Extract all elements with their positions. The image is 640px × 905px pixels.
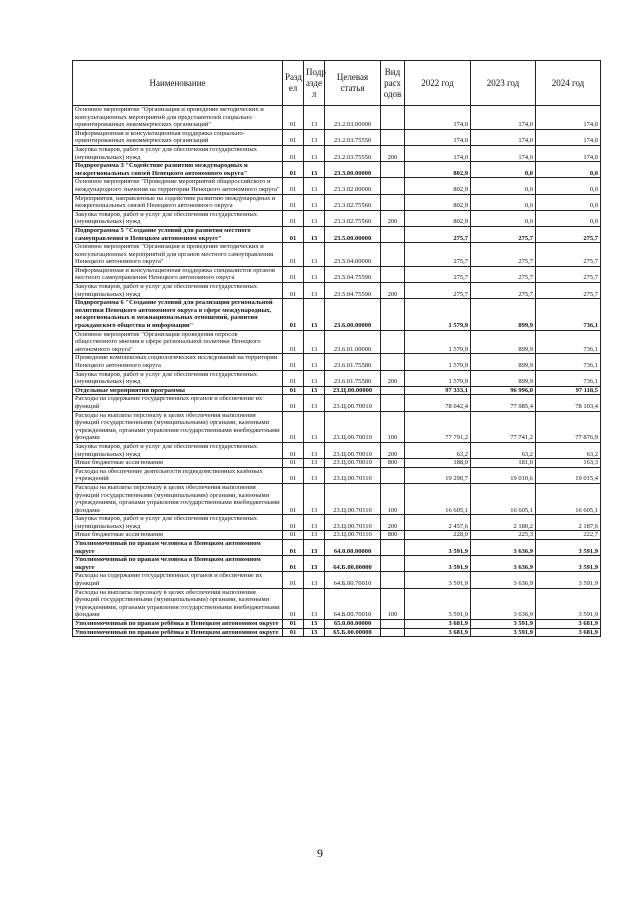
row-subsection-cell: 13 <box>304 628 325 637</box>
table-row <box>73 210 601 226</box>
page-number: 9 <box>317 846 323 860</box>
row-name-cell: Закупка товаров, работ и услуг для обеспечения государственных (муниципальных) нужд <box>73 515 283 531</box>
row-subsection-cell: 13 <box>304 226 325 242</box>
row-2024-cell: 736,1 <box>536 370 601 386</box>
row-2022-cell: 802,9 <box>405 210 471 226</box>
row-target-article-cell: 23.Ц.00.00000 <box>325 386 381 395</box>
row-name-cell: Информационная и консультационная поддержка специалистов органов местного самоуправления Ненецкого автономного округа <box>73 266 283 282</box>
row-target-article-cell: 23.6.01.75580 <box>325 354 381 370</box>
row-2024-cell: 174,0 <box>536 145 601 161</box>
row-section-cell: 01 <box>283 467 304 483</box>
row-target-article-cell: 23.3.02.75560 <box>325 194 381 210</box>
row-2022-cell: 78 042,4 <box>405 395 471 411</box>
row-2023-cell: 77 985,4 <box>471 395 536 411</box>
table-row <box>73 129 601 145</box>
table-row <box>73 411 601 442</box>
row-section-cell: 01 <box>283 299 304 330</box>
row-section-cell: 01 <box>283 531 304 540</box>
row-name-cell: Расходы на обеспечение деятельности подведомственных казённых учреждений <box>73 467 283 483</box>
row-section-cell: 01 <box>283 459 304 468</box>
row-name-cell: Информационная и консультационная поддержка социально-ориентированных некоммерческих организаций <box>73 129 283 145</box>
row-2023-cell: 275,7 <box>471 243 536 267</box>
row-target-article-cell: 23.2.03.75550 <box>325 129 381 145</box>
row-section-cell: 01 <box>283 411 304 442</box>
row-expense-type-cell: 100 <box>381 588 405 619</box>
row-section-cell: 01 <box>283 178 304 194</box>
row-2023-cell: 181,0 <box>471 459 536 468</box>
row-name-cell: Подпрограмма 3 "Содействие развитию международных и межрегиональных связей Ненецкого автономного округа" <box>73 162 283 178</box>
row-2023-cell: 3 636,9 <box>471 572 536 588</box>
row-2023-cell: 96 996,0 <box>471 386 536 395</box>
row-expense-type-cell: 200 <box>381 370 405 386</box>
row-subsection-cell: 13 <box>304 467 325 483</box>
row-section-cell: 01 <box>283 395 304 411</box>
row-name-cell: Уполномоченный по правам ребёнка в Ненецком автономном округе <box>73 620 283 629</box>
row-2022-cell: 3 681,9 <box>405 628 471 637</box>
row-2023-cell: 899,9 <box>471 330 536 354</box>
table-row <box>73 395 601 411</box>
table-row <box>73 370 601 386</box>
row-subsection-cell: 13 <box>304 266 325 282</box>
row-target-article-cell: 23.Ц.00.70110 <box>325 515 381 531</box>
row-name-cell: Подпрограмма 6 "Создание условий для реализации региональной политики Ненецкого автономного округа в сфере международных, межрегиональных и межнациональных отношений, развития гражданского общества и информации" <box>73 299 283 330</box>
row-section-cell: 01 <box>283 106 304 130</box>
row-name-cell: Закупка товаров, работ и услуг для обеспечения государственных (муниципальных) нужд <box>73 283 283 299</box>
row-2024-cell: 3 681,9 <box>536 620 601 629</box>
row-2023-cell: 0,0 <box>471 210 536 226</box>
row-2024-cell: 3 591,9 <box>536 572 601 588</box>
row-section-cell: 01 <box>283 588 304 619</box>
row-target-article-cell: 23.3.02.00000 <box>325 178 381 194</box>
table-row <box>73 162 601 178</box>
row-target-article-cell: 64.Б.00.00000 <box>325 556 381 572</box>
row-target-article-cell: 23.Ц.00.70010 <box>325 395 381 411</box>
row-2023-cell: 225,3 <box>471 531 536 540</box>
row-subsection-cell: 13 <box>304 194 325 210</box>
table-row <box>73 531 601 540</box>
row-expense-type-cell <box>381 386 405 395</box>
row-section-cell: 01 <box>283 243 304 267</box>
row-2022-cell: 3 591,9 <box>405 556 471 572</box>
row-name-cell: Основное мероприятие "Организация и проведение методических и консультационных мероприятий для органов местного самоуправления Ненецкого автономного округа" <box>73 243 283 267</box>
row-subsection-cell: 13 <box>304 129 325 145</box>
table-row <box>73 226 601 242</box>
row-2022-cell: 16 605,1 <box>405 483 471 514</box>
row-expense-type-cell: 200 <box>381 442 405 458</box>
header-2022: 2022 год <box>405 61 471 106</box>
row-name-cell: Отдельные мероприятия программы <box>73 386 283 395</box>
row-target-article-cell: 23.Ц.00.70010 <box>325 442 381 458</box>
row-target-article-cell: 23.5.00.00000 <box>325 226 381 242</box>
row-subsection-cell: 13 <box>304 531 325 540</box>
table-row <box>73 459 601 468</box>
row-expense-type-cell <box>381 620 405 629</box>
row-section-cell: 01 <box>283 266 304 282</box>
row-name-cell: Иные бюджетные ассигнования <box>73 459 283 468</box>
row-2024-cell: 78 103,4 <box>536 395 601 411</box>
row-section-cell: 01 <box>283 556 304 572</box>
row-2024-cell: 19 015,4 <box>536 467 601 483</box>
row-expense-type-cell <box>381 226 405 242</box>
row-expense-type-cell: 200 <box>381 210 405 226</box>
row-expense-type-cell: 800 <box>381 459 405 468</box>
row-2023-cell: 0,0 <box>471 194 536 210</box>
row-target-article-cell: 23.Ц.00.70110 <box>325 467 381 483</box>
table-row <box>73 178 601 194</box>
header-2024: 2024 год <box>536 61 601 106</box>
row-section-cell: 01 <box>283 620 304 629</box>
row-section-cell: 01 <box>283 194 304 210</box>
header-expense-type: Вид расх одов <box>381 61 405 106</box>
row-expense-type-cell <box>381 178 405 194</box>
row-2024-cell: 2 187,6 <box>536 515 601 531</box>
table-row <box>73 194 601 210</box>
row-subsection-cell: 13 <box>304 210 325 226</box>
row-2022-cell: 275,7 <box>405 266 471 282</box>
row-2023-cell: 275,7 <box>471 266 536 282</box>
row-subsection-cell: 13 <box>304 330 325 354</box>
row-section-cell: 01 <box>283 515 304 531</box>
row-target-article-cell: 23.5.04.75590 <box>325 283 381 299</box>
row-section-cell: 01 <box>283 572 304 588</box>
table-row <box>73 467 601 483</box>
row-2023-cell: 0,0 <box>471 162 536 178</box>
row-name-cell: Уполномоченный по правам ребёнка в Ненецком автономном округе <box>73 628 283 637</box>
row-section-cell: 01 <box>283 226 304 242</box>
row-2022-cell: 275,7 <box>405 243 471 267</box>
row-subsection-cell: 13 <box>304 386 325 395</box>
row-2022-cell: 19 290,7 <box>405 467 471 483</box>
row-2024-cell: 0,0 <box>536 178 601 194</box>
row-2023-cell: 19 010,6 <box>471 467 536 483</box>
row-subsection-cell: 13 <box>304 370 325 386</box>
row-section-cell: 01 <box>283 540 304 556</box>
row-2024-cell: 736,1 <box>536 299 601 330</box>
row-expense-type-cell: 200 <box>381 515 405 531</box>
row-2024-cell: 0,0 <box>536 194 601 210</box>
row-2022-cell: 3 591,9 <box>405 540 471 556</box>
row-2023-cell: 3 591,9 <box>471 628 536 637</box>
row-2024-cell: 16 605,1 <box>536 483 601 514</box>
budget-table-container <box>72 60 600 637</box>
row-2024-cell: 174,0 <box>536 129 601 145</box>
row-2024-cell: 174,0 <box>536 106 601 130</box>
table-row <box>73 299 601 330</box>
row-subsection-cell: 13 <box>304 556 325 572</box>
row-2022-cell: 174,0 <box>405 145 471 161</box>
row-expense-type-cell <box>381 162 405 178</box>
row-2024-cell: 97 118,5 <box>536 386 601 395</box>
row-2024-cell: 222,7 <box>536 531 601 540</box>
row-name-cell: Основное мероприятие "Организация и проведение методических и консультационных мероприятий для представителей социально ориентированных некоммерческих организаций" <box>73 106 283 130</box>
row-subsection-cell: 13 <box>304 588 325 619</box>
table-row <box>73 283 601 299</box>
row-section-cell: 01 <box>283 210 304 226</box>
row-2022-cell: 802,9 <box>405 194 471 210</box>
table-row <box>73 442 601 458</box>
row-2022-cell: 1 579,9 <box>405 330 471 354</box>
row-2024-cell: 63,2 <box>536 442 601 458</box>
table-row <box>73 483 601 514</box>
row-subsection-cell: 13 <box>304 483 325 514</box>
row-2023-cell: 899,9 <box>471 299 536 330</box>
row-name-cell: Закупка товаров, работ и услуг для обеспечения государственных (муниципальных) нужд <box>73 210 283 226</box>
row-subsection-cell: 13 <box>304 106 325 130</box>
row-subsection-cell: 13 <box>304 572 325 588</box>
row-2023-cell: 174,0 <box>471 145 536 161</box>
row-section-cell: 01 <box>283 628 304 637</box>
row-subsection-cell: 13 <box>304 411 325 442</box>
table-body <box>73 106 601 637</box>
row-expense-type-cell: 100 <box>381 411 405 442</box>
row-target-article-cell: 65.0.00.00000 <box>325 620 381 629</box>
row-target-article-cell: 23.Ц.00.70110 <box>325 483 381 514</box>
table-row <box>73 540 601 556</box>
row-2022-cell: 228,0 <box>405 531 471 540</box>
row-2022-cell: 188,0 <box>405 459 471 468</box>
row-name-cell: Иные бюджетные ассигнования <box>73 531 283 540</box>
row-2022-cell: 1 579,9 <box>405 370 471 386</box>
row-2024-cell: 736,1 <box>536 330 601 354</box>
header-2023: 2023 год <box>471 61 536 106</box>
row-2024-cell: 0,0 <box>536 210 601 226</box>
row-2022-cell: 2 457,6 <box>405 515 471 531</box>
row-2022-cell: 275,7 <box>405 226 471 242</box>
row-2023-cell: 899,9 <box>471 370 536 386</box>
row-name-cell: Уполномоченный по правам человека в Ненецком автономном округе <box>73 540 283 556</box>
row-subsection-cell: 13 <box>304 162 325 178</box>
row-2023-cell: 63,2 <box>471 442 536 458</box>
row-subsection-cell: 13 <box>304 395 325 411</box>
row-target-article-cell: 65.Б.00.00000 <box>325 628 381 637</box>
row-2024-cell: 3 681,9 <box>536 628 601 637</box>
table-row <box>73 572 601 588</box>
table-row <box>73 628 601 637</box>
row-expense-type-cell: 800 <box>381 531 405 540</box>
row-subsection-cell: 13 <box>304 354 325 370</box>
row-2024-cell: 77 876,9 <box>536 411 601 442</box>
row-2022-cell: 3 681,9 <box>405 620 471 629</box>
budget-table <box>72 60 601 637</box>
row-2022-cell: 802,9 <box>405 178 471 194</box>
row-name-cell: Закупка товаров, работ и услуг для обеспечения государственных (муниципальных) нужд <box>73 370 283 386</box>
row-expense-type-cell <box>381 243 405 267</box>
row-section-cell: 01 <box>283 283 304 299</box>
row-expense-type-cell <box>381 556 405 572</box>
row-2024-cell: 3 591,9 <box>536 588 601 619</box>
table-row <box>73 243 601 267</box>
row-expense-type-cell <box>381 540 405 556</box>
row-section-cell: 01 <box>283 483 304 514</box>
row-section-cell: 01 <box>283 162 304 178</box>
row-subsection-cell: 13 <box>304 540 325 556</box>
row-expense-type-cell <box>381 628 405 637</box>
row-2022-cell: 174,0 <box>405 106 471 130</box>
header-target-article: Целевая статья <box>325 61 381 106</box>
row-section-cell: 01 <box>283 129 304 145</box>
table-row <box>73 386 601 395</box>
row-target-article-cell: 23.6.01.00000 <box>325 330 381 354</box>
row-section-cell: 01 <box>283 145 304 161</box>
row-2023-cell: 899,9 <box>471 354 536 370</box>
row-2024-cell: 163,3 <box>536 459 601 468</box>
row-2023-cell: 174,0 <box>471 129 536 145</box>
row-subsection-cell: 13 <box>304 243 325 267</box>
row-subsection-cell: 13 <box>304 178 325 194</box>
row-expense-type-cell <box>381 467 405 483</box>
row-2022-cell: 3 591,9 <box>405 572 471 588</box>
row-name-cell: Расходы на выплаты персоналу в целях обеспечения выполнения функций государственными (муниципальными) органами, казенными учреждениями, органами управления государственными внебюджетными фондами <box>73 411 283 442</box>
row-2024-cell: 3 591,9 <box>536 540 601 556</box>
table-header-row <box>73 61 601 106</box>
row-target-article-cell: 23.3.00.00000 <box>325 162 381 178</box>
row-2024-cell: 3 591,9 <box>536 556 601 572</box>
row-name-cell: Расходы на выплаты персоналу в целях обеспечения выполнения функций государственными (муниципальными) органами, казенными учреждениями, органами управления государственными внебюджетными фондами <box>73 588 283 619</box>
row-name-cell: Основное мероприятие "Организация проведения опросов общественного мнения в сфере региональной политики Ненецкого автономного округа" <box>73 330 283 354</box>
row-2023-cell: 77 741,2 <box>471 411 536 442</box>
row-2022-cell: 275,7 <box>405 283 471 299</box>
row-2022-cell: 97 333,1 <box>405 386 471 395</box>
row-subsection-cell: 13 <box>304 299 325 330</box>
row-target-article-cell: 23.3.02.75560 <box>325 210 381 226</box>
table-row <box>73 588 601 619</box>
row-target-article-cell: 23.2.03.00000 <box>325 106 381 130</box>
row-subsection-cell: 13 <box>304 515 325 531</box>
table-row <box>73 145 601 161</box>
row-expense-type-cell <box>381 194 405 210</box>
table-row <box>73 556 601 572</box>
row-expense-type-cell <box>381 299 405 330</box>
row-subsection-cell: 13 <box>304 620 325 629</box>
row-2023-cell: 3 636,9 <box>471 588 536 619</box>
row-2022-cell: 174,0 <box>405 129 471 145</box>
row-section-cell: 01 <box>283 354 304 370</box>
row-subsection-cell: 13 <box>304 442 325 458</box>
row-2024-cell: 275,7 <box>536 283 601 299</box>
table-row <box>73 266 601 282</box>
row-expense-type-cell <box>381 129 405 145</box>
row-2023-cell: 275,7 <box>471 283 536 299</box>
row-expense-type-cell: 200 <box>381 283 405 299</box>
row-target-article-cell: 23.6.00.00000 <box>325 299 381 330</box>
table-row <box>73 106 601 130</box>
row-expense-type-cell <box>381 395 405 411</box>
table-row <box>73 515 601 531</box>
row-name-cell: Расходы на содержание государственных органов и обеспечение их функций <box>73 572 283 588</box>
row-2023-cell: 174,0 <box>471 106 536 130</box>
row-expense-type-cell <box>381 266 405 282</box>
row-target-article-cell: 23.5.04.75590 <box>325 266 381 282</box>
row-2023-cell: 3 636,9 <box>471 556 536 572</box>
row-2024-cell: 736,1 <box>536 354 601 370</box>
row-2022-cell: 1 579,9 <box>405 354 471 370</box>
row-2024-cell: 275,7 <box>536 266 601 282</box>
row-2023-cell: 3 591,9 <box>471 620 536 629</box>
row-target-article-cell: 23.Ц.00.70010 <box>325 411 381 442</box>
row-section-cell: 01 <box>283 442 304 458</box>
row-expense-type-cell: 100 <box>381 483 405 514</box>
row-expense-type-cell: 200 <box>381 145 405 161</box>
row-2022-cell: 77 791,2 <box>405 411 471 442</box>
row-2024-cell: 0,0 <box>536 162 601 178</box>
row-2022-cell: 802,9 <box>405 162 471 178</box>
row-target-article-cell: 64.0.00.00000 <box>325 540 381 556</box>
row-2023-cell: 16 605,1 <box>471 483 536 514</box>
row-2022-cell: 1 579,9 <box>405 299 471 330</box>
row-subsection-cell: 13 <box>304 145 325 161</box>
row-section-cell: 01 <box>283 386 304 395</box>
row-expense-type-cell <box>381 354 405 370</box>
row-target-article-cell: 23.Ц.00.70110 <box>325 531 381 540</box>
row-2023-cell: 2 180,2 <box>471 515 536 531</box>
row-expense-type-cell <box>381 572 405 588</box>
row-name-cell: Уполномоченный по правам человека в Ненецком автономном округе <box>73 556 283 572</box>
row-2023-cell: 3 636,9 <box>471 540 536 556</box>
row-name-cell: Расходы на содержание государственных органов и обеспечение их функций <box>73 395 283 411</box>
row-section-cell: 01 <box>283 370 304 386</box>
row-name-cell: Основное мероприятие "Проведение мероприятий общероссийского и международного значения на территории Ненецкого автономного округа" <box>73 178 283 194</box>
row-name-cell: Закупка товаров, работ и услуг для обеспечения государственных (муниципальных) нужд <box>73 145 283 161</box>
table-row <box>73 620 601 629</box>
header-name: Наименование <box>73 61 283 106</box>
row-target-article-cell: 23.Ц.00.70010 <box>325 459 381 468</box>
table-row <box>73 354 601 370</box>
row-2023-cell: 275,7 <box>471 226 536 242</box>
row-target-article-cell: 23.2.03.75550 <box>325 145 381 161</box>
row-expense-type-cell <box>381 330 405 354</box>
row-2024-cell: 275,7 <box>536 243 601 267</box>
row-section-cell: 01 <box>283 330 304 354</box>
header-subsection: Подр азде л <box>304 61 325 106</box>
row-2022-cell: 3 591,9 <box>405 588 471 619</box>
row-target-article-cell: 23.5.04.00000 <box>325 243 381 267</box>
row-target-article-cell: 23.6.01.75580 <box>325 370 381 386</box>
row-subsection-cell: 13 <box>304 459 325 468</box>
row-name-cell: Проведение комплексных социологических исследований на территории Ненецкого автономного округа <box>73 354 283 370</box>
row-2023-cell: 0,0 <box>471 178 536 194</box>
table-row <box>73 330 601 354</box>
row-target-article-cell: 64.Б.00.70010 <box>325 588 381 619</box>
row-target-article-cell: 64.Б.00.70010 <box>325 572 381 588</box>
row-2022-cell: 63,2 <box>405 442 471 458</box>
row-name-cell: Расходы на выплаты персоналу в целях обеспечения выполнения функций государственными (муниципальными) органами, казенными учреждениями, органами управления государственными внебюджетными фондами <box>73 483 283 514</box>
row-name-cell: Подпрограмма 5 "Создание условий для развития местного самоуправления в Ненецком автономном округе" <box>73 226 283 242</box>
row-subsection-cell: 13 <box>304 283 325 299</box>
row-2024-cell: 275,7 <box>536 226 601 242</box>
row-name-cell: Мероприятия, направленные на содействие развитию международных и межрегиональных связей Ненецкого автономного округа <box>73 194 283 210</box>
row-expense-type-cell <box>381 106 405 130</box>
header-section: Разд ел <box>283 61 304 106</box>
row-name-cell: Закупка товаров, работ и услуг для обеспечения государственных (муниципальных) нужд <box>73 442 283 458</box>
